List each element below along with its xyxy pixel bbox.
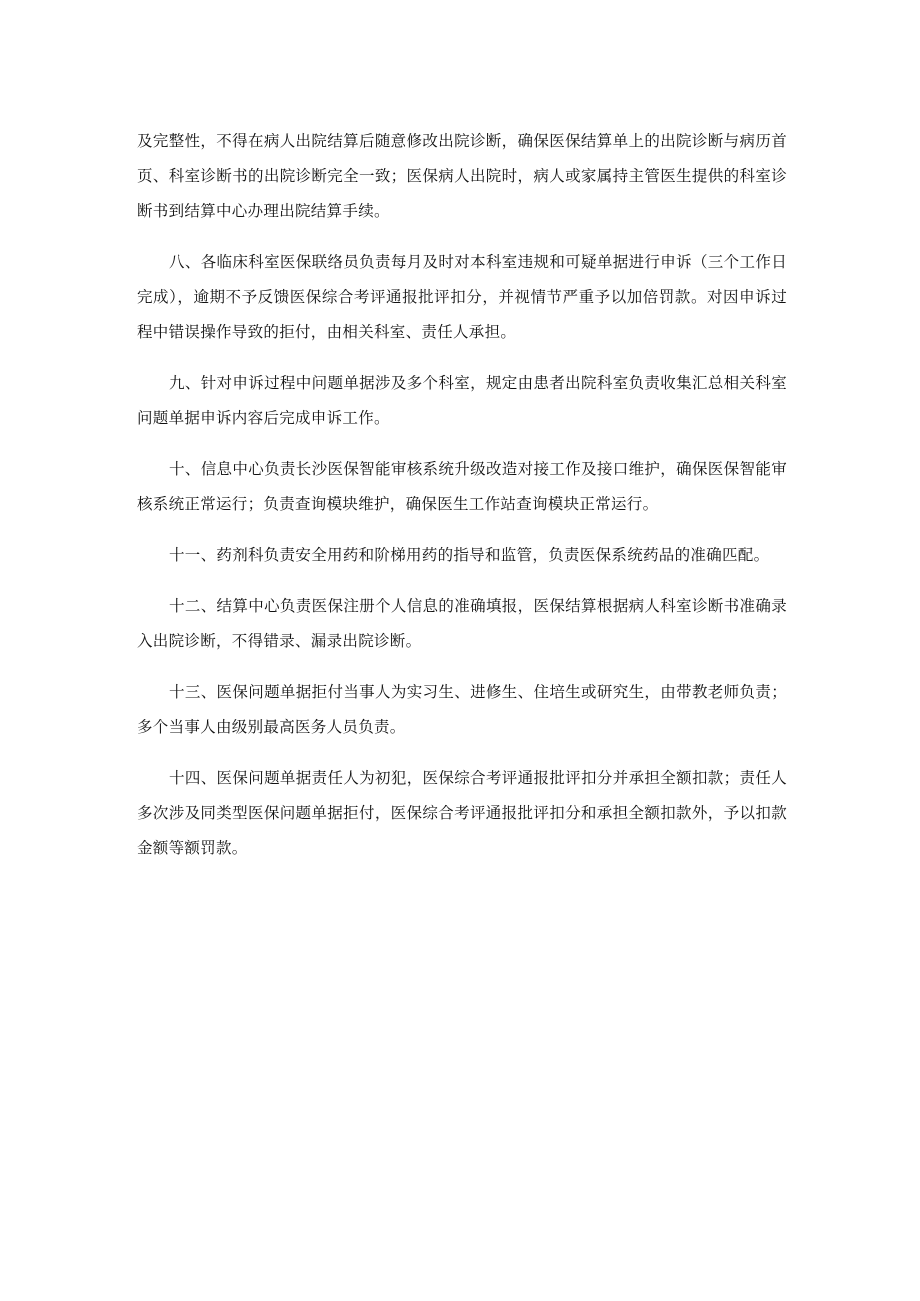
paragraph-item-11: 十一、药剂科负责安全用药和阶梯用药的指导和监管，负责医保系统药品的准确匹配。 (169, 546, 770, 564)
document-body (137, 124, 787, 882)
paragraph-item-13: 十三、医保问题单据拒付当事人为实习生、进修生、住培生或研究生，由带教老师负责；多个当事人由级别最高医务人员负责。 (137, 683, 787, 736)
paragraph-item-14: 十四、医保问题单据责任人为初犯，医保综合考评通报批评扣分并承担全额扣款；责任人多次涉及同类型医保问题单据拒付，医保综合考评通报批评扣分和承担全额扣款外，予以扣款金额等额罚款。 (137, 769, 787, 857)
paragraph-continuation: 及完整性，不得在病人出院结算后随意修改出院诊断，确保医保结算单上的出院诊断与病历首页、科室诊断书的出院诊断完全一致；医保病人出院时，病人或家属持主管医生提供的科室诊断书到结算中心办理出院结算手续。 (137, 132, 787, 220)
paragraph-item-9: 九、针对申诉过程中问题单据涉及多个科室，规定由患者出院科室负责收集汇总相关科室问题单据申诉内容后完成申诉工作。 (137, 374, 787, 427)
paragraph-item-12: 十二、结算中心负责医保注册个人信息的准确填报，医保结算根据病人科室诊断书准确录入出院诊断，不得错录、漏录出院诊断。 (137, 597, 787, 650)
paragraph-item-10: 十、信息中心负责长沙医保智能审核系统升级改造对接工作及接口维护，确保医保智能审核系统正常运行；负责查询模块维护，确保医生工作站查询模块正常运行。 (137, 460, 787, 513)
paragraph-item-8: 八、各临床科室医保联络员负责每月及时对本科室违规和可疑单据进行申诉（三个工作日完成），逾期不予反馈医保综合考评通报批评扣分，并视情节严重予以加倍罚款。对因申诉过程中错误操作导致的拒付，由相关科室、责任人承担。 (137, 253, 787, 341)
